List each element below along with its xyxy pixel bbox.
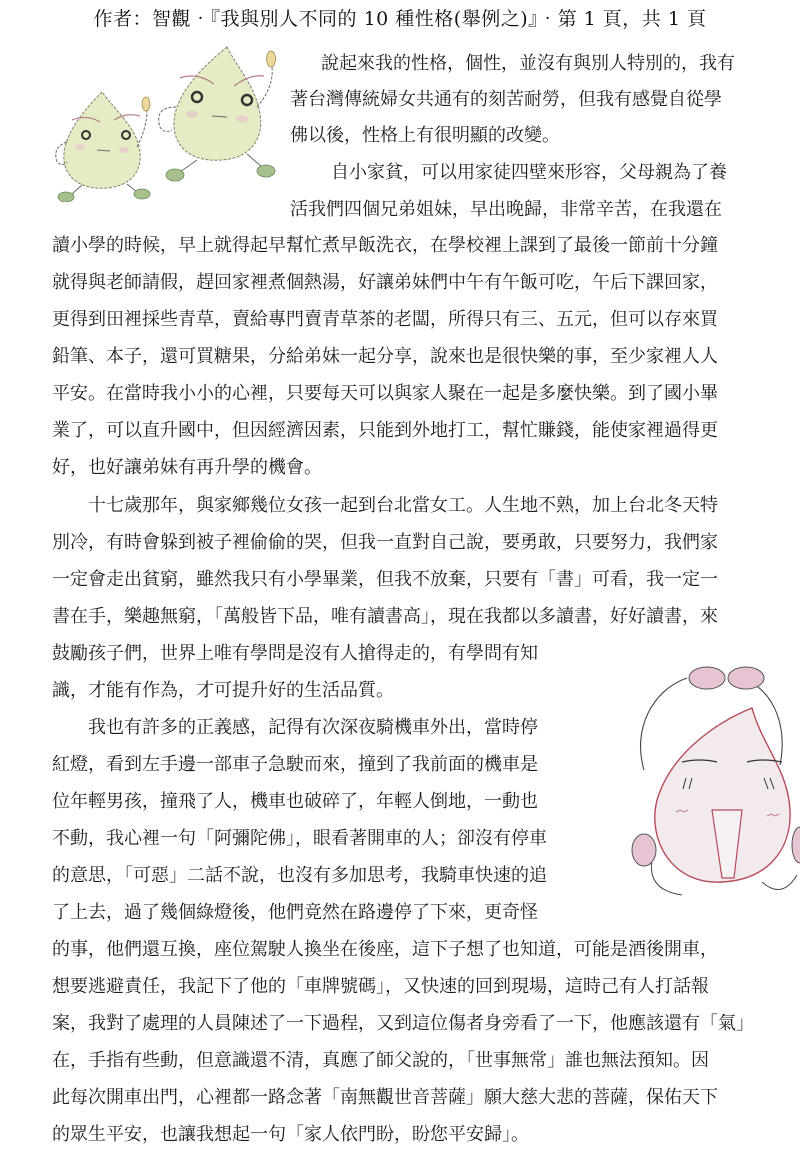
body-line: 此每次開車出門，心裡都一路念著「南無觀世音菩薩」願大慈大悲的菩薩，保佑天下: [52, 1087, 718, 1108]
body-line: 別冷，有時會躲到被子裡偷偷的哭，但我一直對自己說，要勇敢，只要努力，我們家: [52, 532, 718, 553]
body-line: 紅燈，看到左手邊一部車子急駛而來，撞到了我前面的機車是: [52, 754, 538, 775]
body-line: 的意思，「可惡」二話不說，也沒有多加思考，我騎車快速的追: [52, 865, 547, 886]
body-line: 活我們四個兄弟姐妹，早出晚歸，非常辛苦，在我還在: [290, 199, 722, 220]
body-line: 的事，他們還互換，座位駕駛人換坐在後座，這下子想了也知道，可能是酒後開車，: [52, 939, 718, 960]
body-line: 鼓勵孩子們，世界上唯有學問是沒有人搶得走的，有學問有知: [52, 643, 538, 664]
body-line: 的眾生平安，也讓我想起一句「家人依門盼，盼您平安歸」。: [52, 1124, 529, 1145]
two-droplets-icon: [42, 42, 282, 202]
body-line: 案，我對了處理的人員陳述了一下過程，又到這位傷者身旁看了一下，他應該還有「氣」: [52, 1013, 754, 1034]
body-line: 說起來我的性格，個性，並沒有與別人特別的，我有: [321, 53, 735, 74]
body-line: 好，也好讓弟妹有再升學的機會。: [52, 457, 322, 478]
body-line: 鉛筆、本子，還可買糖果，分給弟妹一起分享，說來也是很快樂的事，至少家裡人人: [52, 346, 718, 367]
pink-droplet-illustration: [612, 650, 800, 910]
body-line: 業了，可以直升國中，但因經濟因素，只能到外地打工，幫忙賺錢，能使家裡過得更: [52, 420, 718, 441]
laughing-droplet-icon: [612, 650, 800, 910]
body-line: 識，才能有作為，才可提升好的生活品質。: [52, 680, 394, 701]
body-line: 我也有許多的正義感，記得有次深夜騎機車外出，當時停: [88, 717, 538, 738]
droplet-characters-illustration: [42, 42, 282, 202]
body-line: 佛以後，性格上有很明顯的改變。: [290, 125, 560, 146]
page-header: 作者：智觀‧『我與別人不同的 10 種性格(舉例之)』‧第 1 頁，共 1 頁: [93, 8, 707, 30]
body-line: 平安。在當時我小小的心裡，只要每天可以與家人聚在一起是多麼快樂。到了國小畢: [52, 383, 718, 404]
body-line: 位年輕男孩，撞飛了人，機車也破碎了，年輕人倒地，一動也: [52, 791, 538, 812]
body-line: 自小家貧，可以用家徒四壁來形容，父母親為了養: [331, 162, 727, 183]
body-line: 一定會走出貧窮，雖然我只有小學畢業，但我不放棄，只要有「書」可看，我一定一: [52, 569, 718, 590]
body-line: 在，手指有些動，但意識還不清，真應了師父說的，「世事無常」誰也無法預知。因: [52, 1050, 709, 1071]
body-line: 不動，我心裡一句「阿彌陀佛」，眼看著開車的人；卻沒有停車: [52, 828, 547, 849]
body-line: 書在手，樂趣無窮，「萬般皆下品，唯有讀書高」，現在我都以多讀書，好好讀書，來: [52, 606, 718, 627]
body-line: 著台灣傳統婦女共通有的刻苦耐勞，但我有感覺自從學: [290, 89, 722, 110]
body-line: 就得與老師請假，趕回家裡煮個熱湯，好讓弟妹們中午有午飯可吃，午后下課回家，: [52, 272, 718, 293]
body-line: 想要逃避責任，我記下了他的「車牌號碼」，又快速的回到現場，這時己有人打話報: [52, 976, 709, 997]
body-line: 十七歲那年，與家鄉幾位女孩一起到台北當女工。人生地不熟，加上台北冬天特: [88, 495, 718, 516]
body-line: 了上去，過了幾個綠燈後，他們竟然在路邊停了下來，更奇怪: [52, 902, 538, 923]
body-line: 讀小學的時候，早上就得起早幫忙煮早飯洗衣，在學校裡上課到了最後一節前十分鐘: [52, 235, 718, 256]
body-line: 更得到田裡採些青草，賣給專門賣青草茶的老闆，所得只有三、五元，但可以存來買: [52, 309, 718, 330]
